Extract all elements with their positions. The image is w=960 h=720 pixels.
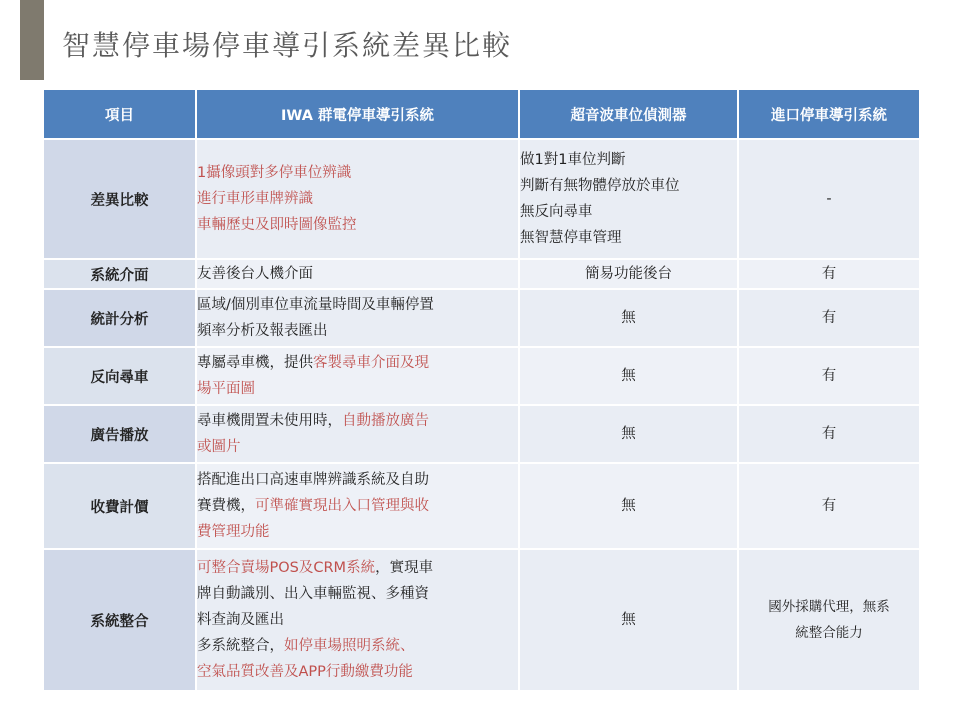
highlight-text: 進行車形車牌辨識 bbox=[197, 191, 313, 207]
cell-text-line bbox=[197, 659, 518, 685]
cell-text: 無 bbox=[621, 498, 636, 514]
cell-text: 多系統整合， bbox=[197, 638, 284, 654]
highlight-text: 車輛歷史及即時圖像監控 bbox=[197, 217, 357, 233]
cell-text-line bbox=[197, 633, 518, 659]
cell-ultrasonic bbox=[519, 289, 738, 347]
cell-imported bbox=[738, 139, 920, 259]
row-label: 系統整合 bbox=[43, 549, 196, 691]
highlight-text: 可準確實現出入口管理與收 bbox=[255, 498, 429, 514]
header-item: 項目 bbox=[43, 89, 196, 139]
cell-text: 判斷有無物體停放於車位 bbox=[520, 178, 680, 194]
cell-text: 無反向尋車 bbox=[520, 204, 593, 220]
header-iwa-system: IWA 群電停車導引系統 bbox=[196, 89, 519, 139]
cell-text: 頻率分析及報表匯出 bbox=[197, 323, 328, 339]
cell-text: 統整合能力 bbox=[795, 625, 863, 641]
cell-text: 無 bbox=[621, 612, 636, 628]
cell-text: 有 bbox=[821, 498, 837, 514]
cell-ultrasonic bbox=[519, 405, 738, 463]
slide-title: 智慧停車場停車導引系統差異比較 bbox=[62, 29, 513, 62]
cell-text: 搭配進出口高速車牌辨識系統及自助 bbox=[197, 472, 429, 488]
cell-text: 無 bbox=[621, 368, 636, 384]
cell-text-line bbox=[197, 607, 518, 633]
cell-text-line bbox=[197, 292, 518, 318]
highlight-text: 或圖片 bbox=[197, 439, 241, 455]
highlight-text: 空氣品質改善及APP行動繳費功能 bbox=[197, 664, 413, 680]
cell-text-line bbox=[197, 376, 518, 402]
cell-text: 無 bbox=[621, 426, 636, 442]
header-ultrasonic-detector: 超音波車位偵測器 bbox=[519, 89, 738, 139]
cell-text-line bbox=[197, 467, 518, 493]
cell-iwa bbox=[196, 259, 519, 289]
cell-text-line bbox=[197, 212, 518, 238]
cell-ultrasonic bbox=[519, 463, 738, 549]
cell-text: 有 bbox=[821, 266, 837, 282]
cell-iwa bbox=[196, 463, 519, 549]
cell-text: 牌自動識別、出入車輛監視、多種資 bbox=[197, 586, 429, 602]
table-row-diff bbox=[43, 139, 920, 259]
cell-text-line bbox=[197, 261, 518, 287]
cell-text-line bbox=[197, 318, 518, 344]
cell-text: 簡易功能後台 bbox=[585, 266, 672, 282]
table-header-row bbox=[43, 89, 920, 139]
row-label: 系統介面 bbox=[43, 259, 196, 289]
cell-text: 專屬尋車機，提供 bbox=[197, 355, 313, 371]
table-row-reverse-search bbox=[43, 347, 920, 405]
highlight-text: 自動播放廣告 bbox=[342, 413, 429, 429]
cell-imported bbox=[738, 405, 920, 463]
table-row-billing bbox=[43, 463, 920, 549]
cell-text: 有 bbox=[821, 426, 837, 442]
header-imported-system: 進口停車導引系統 bbox=[738, 89, 920, 139]
table-row-advertising bbox=[43, 405, 920, 463]
cell-text: 做1對1車位判斷 bbox=[520, 152, 626, 168]
row-label: 統計分析 bbox=[43, 289, 196, 347]
cell-text: 友善後台人機介面 bbox=[197, 266, 313, 282]
cell-imported bbox=[738, 259, 920, 289]
table-row-integration bbox=[43, 549, 920, 691]
cell-text: ，實現車 bbox=[375, 560, 434, 576]
cell-text-line bbox=[197, 408, 518, 434]
cell-text: 有 bbox=[821, 368, 837, 384]
cell-text: 尋車機閒置未使用時， bbox=[197, 413, 342, 429]
title-accent-bar bbox=[20, 0, 44, 80]
cell-text: 區域/個別車位車流量時間及車輛停置 bbox=[197, 297, 434, 313]
row-label: 收費計價 bbox=[43, 463, 196, 549]
row-label: 廣告播放 bbox=[43, 405, 196, 463]
cell-text-line bbox=[197, 555, 518, 581]
cell-iwa bbox=[196, 347, 519, 405]
cell-text-line bbox=[197, 350, 518, 376]
table-row-interface bbox=[43, 259, 920, 289]
cell-iwa bbox=[196, 405, 519, 463]
cell-text: 料查詢及匯出 bbox=[197, 612, 284, 628]
highlight-text: 可整合賣場POS及CRM系統 bbox=[197, 560, 376, 576]
cell-text-line bbox=[197, 519, 518, 545]
row-label: 差異比較 bbox=[43, 139, 196, 259]
cell-imported bbox=[738, 463, 920, 549]
highlight-text: 客製尋車介面及現 bbox=[313, 355, 429, 371]
cell-text-line bbox=[197, 186, 518, 212]
comparison-table bbox=[42, 88, 921, 692]
cell-ultrasonic bbox=[519, 549, 738, 691]
table-row-stats bbox=[43, 289, 920, 347]
cell-text: - bbox=[826, 191, 832, 207]
cell-text: 無 bbox=[621, 310, 636, 326]
highlight-text: 1攝像頭對多停車位辨識 bbox=[197, 165, 352, 181]
cell-ultrasonic bbox=[519, 259, 738, 289]
row-label: 反向尋車 bbox=[43, 347, 196, 405]
cell-imported bbox=[738, 347, 920, 405]
highlight-text: 費管理功能 bbox=[197, 524, 270, 540]
cell-text-line bbox=[197, 160, 518, 186]
highlight-text: 如停車場照明系統、 bbox=[284, 638, 415, 654]
cell-text-line bbox=[197, 581, 518, 607]
cell-ultrasonic bbox=[519, 347, 738, 405]
cell-text: 國外採購代理，無系 bbox=[768, 599, 890, 615]
cell-imported bbox=[738, 549, 920, 691]
cell-iwa bbox=[196, 549, 519, 691]
cell-text: 賽費機， bbox=[197, 498, 255, 514]
cell-ultrasonic bbox=[519, 139, 738, 259]
cell-text-line bbox=[197, 493, 518, 519]
cell-iwa bbox=[196, 289, 519, 347]
cell-text: 無智慧停車管理 bbox=[520, 230, 622, 246]
cell-text-line bbox=[197, 434, 518, 460]
highlight-text: 場平面圖 bbox=[197, 381, 255, 397]
cell-iwa bbox=[196, 139, 519, 259]
cell-text: 有 bbox=[821, 310, 837, 326]
cell-imported bbox=[738, 289, 920, 347]
